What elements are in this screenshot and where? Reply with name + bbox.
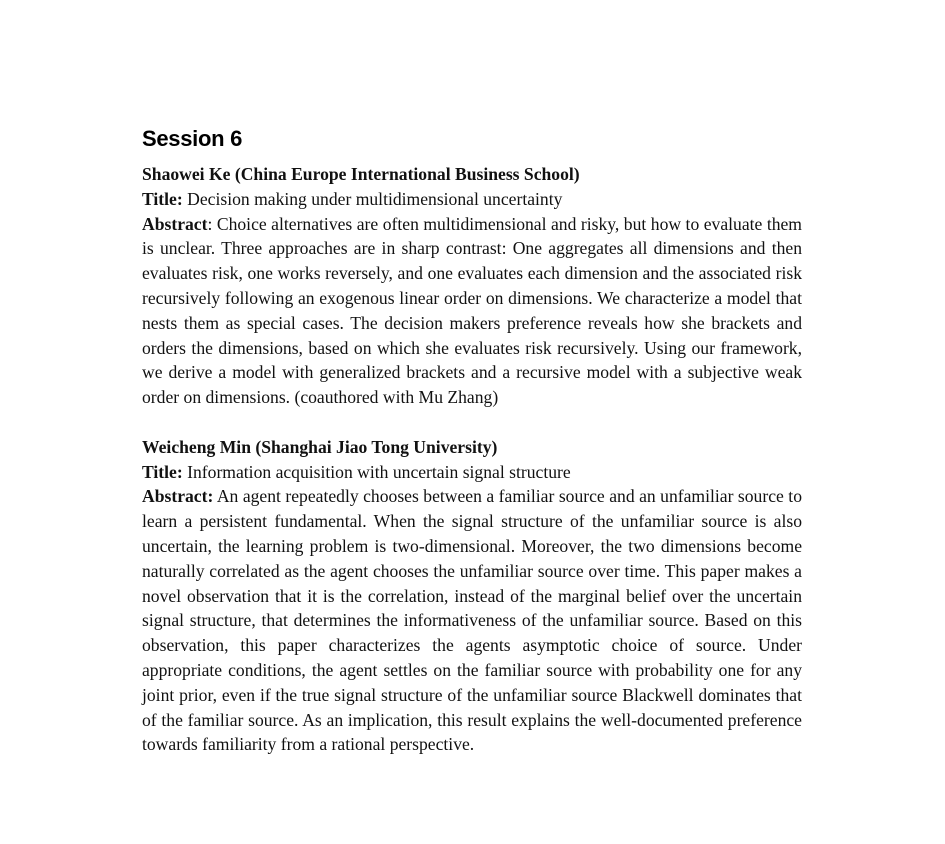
talk-title: Decision making under multidimensional uncertainty xyxy=(182,188,563,209)
speaker-name: Weicheng Min (Shanghai Jiao Tong University) xyxy=(142,436,498,457)
abstract-text: An agent repeatedly chooses between a familiar source and an unfamiliar source to learn a persistent fundamental. When the signal structure of the unfamiliar source is also uncertain, the learning problem is two-dimensional. Moreover, the two dimensions become naturally correlated as the agent chooses the unfamiliar source over time. This paper makes a novel observation that it is the correlation, instead of the marginal belief over the uncertain signal structure, that determines the informativeness of the unfamiliar source. Based on this observation, this paper characterizes the agents asymptotic choice of source. Under appropriate conditions, the agent settles on the familiar source with probability one for any joint prior, even if the true signal structure of the unfamiliar source Blackwell dominates that of the familiar source. As an implication, this result explains the well-documented preference towards familiarity from a rational perspective. xyxy=(142,486,802,755)
abstract-label: Abstract: xyxy=(142,486,214,507)
abstract-row xyxy=(142,484,802,757)
talk-title-row xyxy=(142,460,802,485)
document-page xyxy=(142,124,802,757)
title-label: Title: xyxy=(142,461,183,482)
abstract-row xyxy=(142,212,802,410)
talk-entry xyxy=(142,435,802,757)
talk-title-row xyxy=(142,187,802,212)
session-heading: Session 6 xyxy=(142,126,243,151)
speaker-name: Shaowei Ke (China Europe International Business School) xyxy=(142,164,580,184)
talk-title: Information acquisition with uncertain signal structure xyxy=(182,461,571,482)
talk-entry xyxy=(142,162,802,410)
abstract-label: Abstract xyxy=(142,213,208,234)
abstract-text: : Choice alternatives are often multidimensional and risky, but how to evaluate them is unclear. Three approaches are in sharp contrast: One aggregates all dimensions and then evaluates risk, one works reversely, and one evaluates each dimension and the associated risk recursively following an exogenous linear order on dimensions. We characterize a model that nests them as special cases. The decision makers preference reveals how she brackets and orders the dimensions, based on which she evaluates risk recursively. Using our framework, we derive a model with generalized brackets and a recursive model with a subjective weak order on dimensions. (coauthored with Mu Zhang) xyxy=(142,213,802,408)
title-label: Title: xyxy=(142,188,183,209)
